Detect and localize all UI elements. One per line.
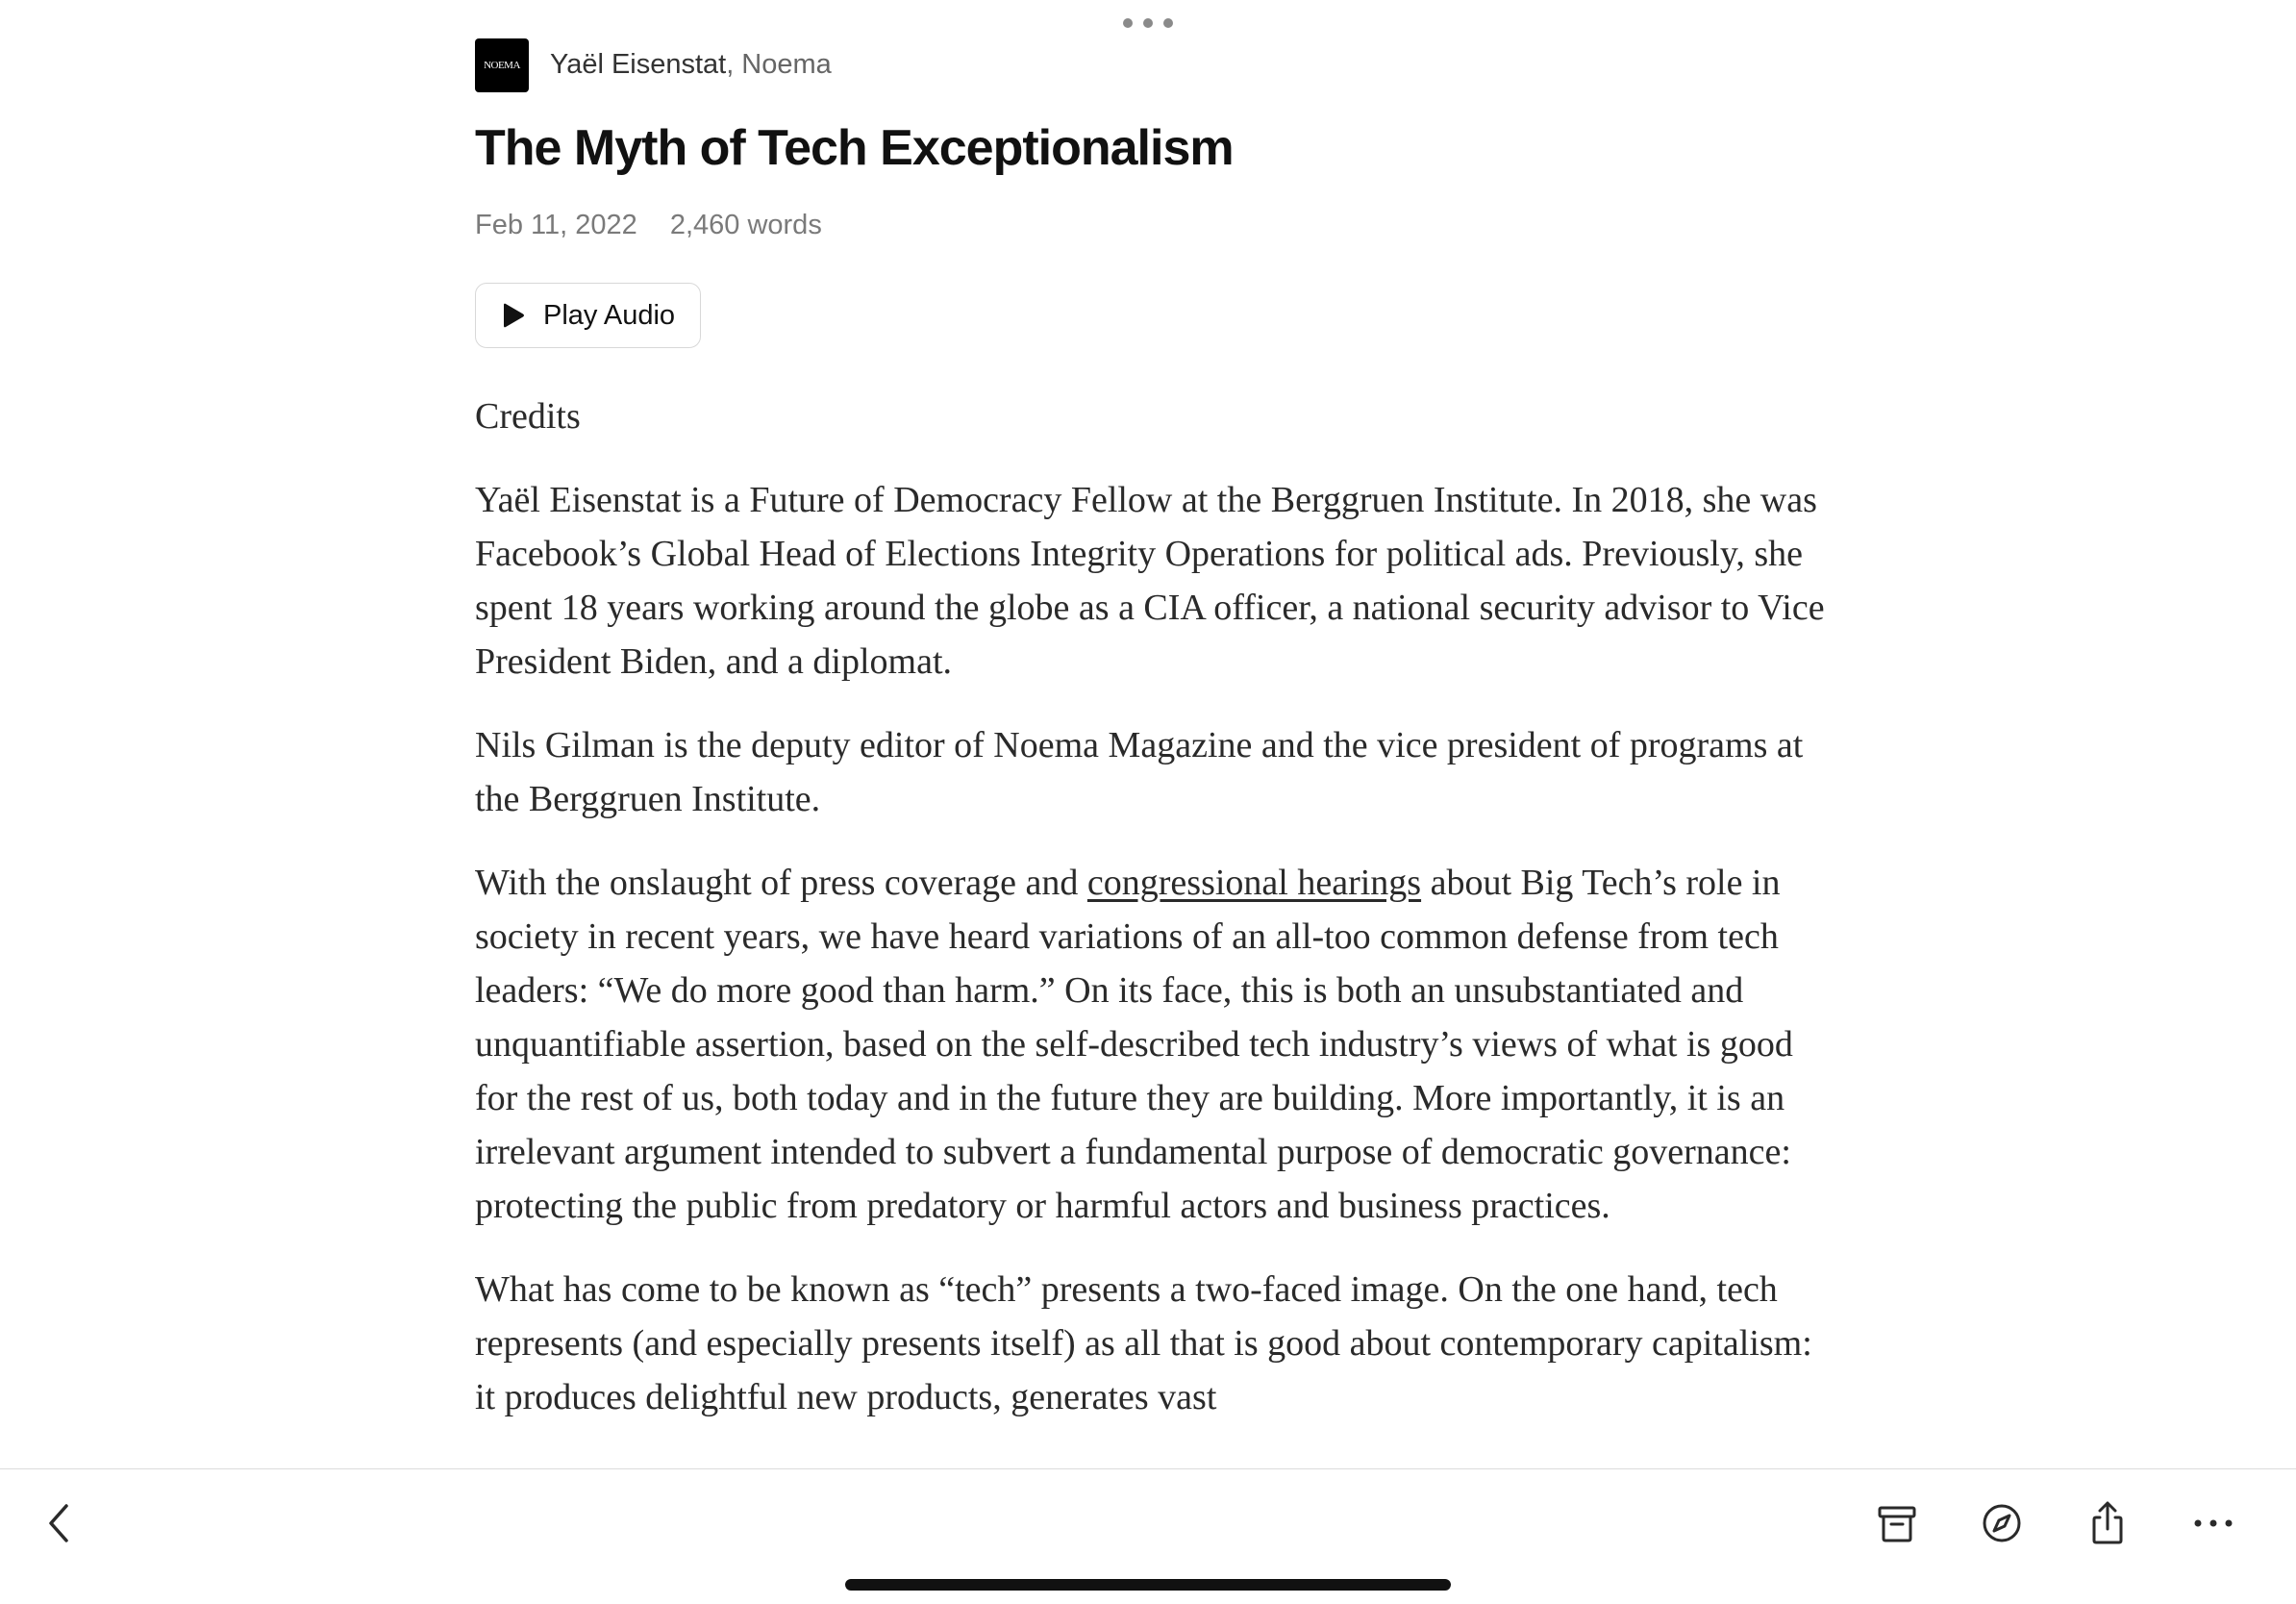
byline-separator: , (726, 49, 735, 80)
article-date: Feb 11, 2022 (475, 210, 637, 240)
archive-button[interactable] (1870, 1496, 1924, 1550)
paragraph-text: about Big Tech’s role in society in recent years, we have heard variations of an all-too common defense from tech leaders: “We do more good than harm.” On its face, this is both an unsubstantiated and unquantifiable assertion, based on the self-described tech industry’s views of what is good for the rest of us, both today and in the future they are building. More importantly, it is an irrelevant argument intended to subvert a fundamental purpose of democratic governance: protecting the public from predatory or harmful actors and business practices. (475, 863, 1793, 1226)
paragraph (475, 856, 1831, 1233)
play-audio-button[interactable] (475, 283, 701, 348)
site-name: Noema (741, 49, 832, 80)
share-icon (2086, 1500, 2129, 1546)
play-audio-label: Play Audio (543, 299, 676, 331)
archive-icon (1876, 1502, 1918, 1544)
credits-heading: Credits (475, 396, 581, 437)
article-title: The Myth of Tech Exceptionalism (475, 120, 1234, 176)
article-body (475, 389, 1831, 1454)
article-view (475, 0, 1831, 1468)
more-button[interactable] (2186, 1496, 2240, 1550)
byline (475, 38, 832, 92)
paragraph: Nils Gilman is the deputy editor of Noema Magazine and the vice president of programs at the Berggruen Institute. (475, 725, 1804, 819)
paragraph: What has come to be known as “tech” presents a two-faced image. On the one hand, tech represents (and especially presents itself) as all that is good about contemporary capitalism: it produces delightful new products, generates vast (475, 1269, 1812, 1417)
author-name: Yaël Eisenstat (550, 49, 727, 80)
source-logo: NOEMA (475, 38, 529, 92)
chevron-left-icon (40, 1502, 79, 1544)
back-button[interactable] (33, 1496, 87, 1550)
play-icon (503, 302, 526, 329)
word-count: 2,460 words (669, 210, 822, 240)
congressional-hearings-link[interactable]: congressional hearings (1086, 863, 1422, 903)
article-meta (475, 210, 822, 241)
explore-button[interactable] (1975, 1496, 2029, 1550)
paragraph-text: With the onslaught of press coverage and (475, 863, 1087, 903)
more-horizontal-icon (2192, 1517, 2234, 1529)
home-indicator[interactable] (845, 1579, 1451, 1591)
compass-icon (1981, 1502, 2023, 1544)
paragraph: Yaël Eisenstat is a Future of Democracy Fellow at the Berggruen Institute. In 2018, she was Facebook’s Global Head of Elections Integrity Operations for political ads. Previously, she spent 18 years working around the globe as a CIA officer, a national security advisor to Vice President Biden, and a diplomat. (475, 480, 1825, 682)
share-button[interactable] (2081, 1496, 2134, 1550)
